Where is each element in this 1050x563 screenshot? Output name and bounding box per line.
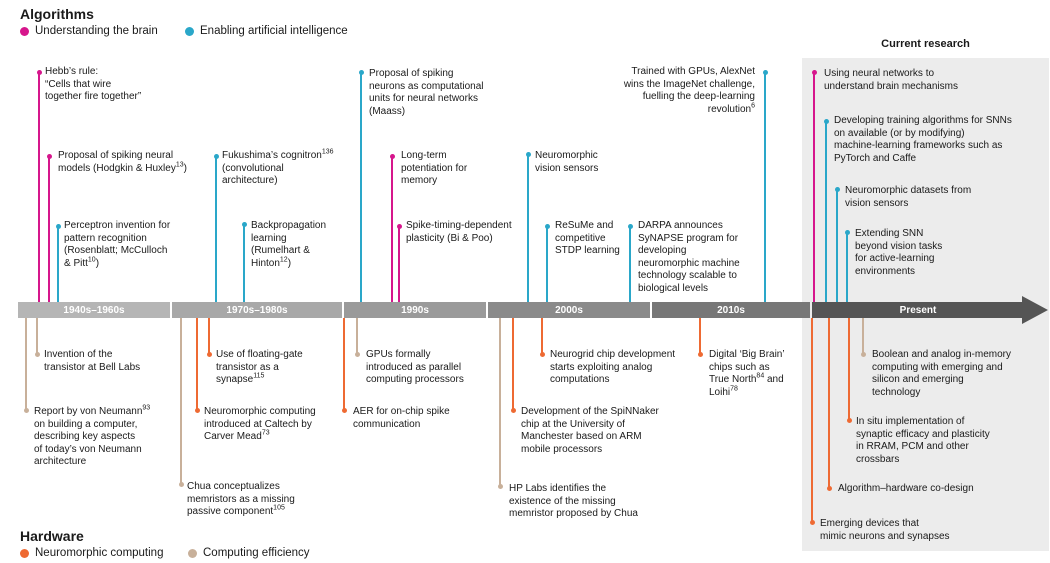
legend-enabling bbox=[185, 25, 348, 37]
emerging-stem bbox=[811, 318, 813, 524]
hebb-text: Hebb’s rule: “Cells that wire together fire together” bbox=[45, 66, 142, 102]
alexnet-stem bbox=[764, 72, 766, 302]
boolean-marker bbox=[861, 352, 866, 357]
cr-brain-stem bbox=[813, 72, 815, 302]
codesign-marker bbox=[827, 486, 832, 491]
codesign-text: Algorithm–hardware co-design bbox=[838, 483, 974, 494]
hebb-stem bbox=[38, 72, 40, 302]
transistor-text: Invention of the transistor at Bell Labs bbox=[44, 349, 141, 373]
vision-sensors-stem bbox=[527, 154, 529, 302]
transistor-marker bbox=[35, 352, 40, 357]
hodgkin-marker bbox=[47, 154, 52, 159]
hodgkin-stem bbox=[48, 156, 50, 302]
cr-datasets-stem bbox=[836, 189, 838, 302]
hplabs-stem bbox=[499, 318, 501, 486]
boolean-stem bbox=[862, 318, 864, 356]
bigbrain-marker bbox=[698, 352, 703, 357]
floating-gate-text: Use of floating-gate transistor as a synapse$^{115}$ bbox=[216, 349, 303, 385]
cr-training-text: Developing training algorithms for SNNs on available (or by modifying) machine-learning frameworks such as PyTorch and Caffe bbox=[834, 115, 1012, 164]
transistor-stem bbox=[36, 318, 38, 356]
emerging-marker bbox=[810, 520, 815, 525]
gpus-marker bbox=[355, 352, 360, 357]
era-1990s: 1990s bbox=[344, 302, 486, 318]
insitu-stem bbox=[848, 318, 850, 422]
stdp-marker bbox=[397, 224, 402, 229]
legend-understanding-label: Understanding the brain bbox=[35, 25, 158, 37]
era-1940s-1960s: 1940s–1960s bbox=[18, 302, 170, 318]
era-2010s: 2010s bbox=[652, 302, 810, 318]
emerging-text: Emerging devices that mimic neurons and synapses bbox=[820, 518, 950, 542]
spinnaker-stem bbox=[512, 318, 514, 412]
vonneumann-text: Report by von Neumann$^{93}$ on building a computer, describing key aspects of today’s von Neumann architecture bbox=[34, 404, 151, 467]
cr-brain-text: Using neural networks to understand brain mechanisms bbox=[824, 68, 958, 92]
chua-marker bbox=[179, 482, 184, 487]
chua-text: Chua conceptualizes memristors as a missing passive component$^{105}$ bbox=[187, 481, 295, 517]
fukushima-text: Fukushima’s cognitron$^{136}$ (convolutional architecture) bbox=[222, 148, 334, 186]
cr-training-stem bbox=[825, 121, 827, 302]
ltp-marker bbox=[390, 154, 395, 159]
gpus-stem bbox=[356, 318, 358, 356]
bigbrain-stem bbox=[699, 318, 701, 356]
boolean-text: Boolean and analog in-memory computing with emerging and silicon and emerging technology bbox=[872, 349, 1011, 398]
maass-marker bbox=[359, 70, 364, 75]
spinnaker-text: Development of the SpiNNaker chip at the University of Manchester based on ARM mobile processors bbox=[521, 406, 659, 455]
vonneumann-marker bbox=[24, 408, 29, 413]
resume-marker bbox=[545, 224, 550, 229]
cr-datasets-text: Neuromorphic datasets from vision sensors bbox=[845, 185, 972, 209]
alexnet-marker bbox=[763, 70, 768, 75]
floating-gate-stem bbox=[208, 318, 210, 356]
fukushima-marker bbox=[214, 154, 219, 159]
backprop-stem bbox=[243, 224, 245, 302]
perceptron-stem bbox=[57, 226, 59, 302]
resume-stem bbox=[546, 226, 548, 302]
spinnaker-marker bbox=[511, 408, 516, 413]
neurogrid-text: Neurogrid chip development starts exploiting analog computations bbox=[550, 349, 676, 385]
era-2000s: 2000s bbox=[488, 302, 650, 318]
aer-stem bbox=[343, 318, 345, 412]
legend-efficiency-label: Computing efficiency bbox=[203, 547, 310, 559]
maass-text: Proposal of spiking neurons as computational units for neural networks (Maass) bbox=[369, 68, 484, 117]
ltp-stem bbox=[391, 156, 393, 302]
fukushima-stem bbox=[215, 156, 217, 302]
cr-extending-stem bbox=[846, 232, 848, 302]
cr-brain-marker bbox=[812, 70, 817, 75]
neurogrid-marker bbox=[540, 352, 545, 357]
vision-sensors-text: Neuromorphic vision sensors bbox=[535, 150, 599, 174]
perceptron-text: Perceptron invention for pattern recognition (Rosenblatt; McCulloch & Pitt$^{10}$) bbox=[64, 220, 171, 269]
chua-stem bbox=[180, 318, 182, 486]
hplabs-marker bbox=[498, 484, 503, 489]
neurogrid-stem bbox=[541, 318, 543, 356]
gpus-text: GPUs formally introduced as parallel computing processors bbox=[366, 349, 464, 385]
backprop-marker bbox=[242, 222, 247, 227]
era-1970s-1980s: 1970s–1980s bbox=[172, 302, 342, 318]
caltech-text: Neuromorphic computing introduced at Caltech by Carver Mead$^{73}$ bbox=[204, 406, 316, 442]
cr-extending-text: Extending SNN beyond vision tasks for active-learning environments bbox=[855, 228, 943, 277]
legend-efficiency bbox=[188, 547, 310, 559]
vision-sensors-marker bbox=[526, 152, 531, 157]
algorithms-title: Algorithms bbox=[20, 6, 94, 22]
legend-neuromorphic bbox=[20, 547, 163, 559]
current-research-title: Current research bbox=[881, 38, 970, 50]
codesign-stem bbox=[828, 318, 830, 490]
floating-gate-marker bbox=[207, 352, 212, 357]
orange-dot-icon bbox=[20, 549, 29, 558]
bigbrain-text: Digital ‘Big Brain’ chips such as True North$^{84}$ and Loihi$^{78}$ bbox=[709, 349, 785, 398]
darpa-stem bbox=[629, 226, 631, 302]
tan-dot-icon bbox=[188, 549, 197, 558]
maass-stem bbox=[360, 72, 362, 302]
era-present: Present bbox=[812, 302, 1024, 318]
darpa-text: DARPA announces SyNAPSE program for developing neuromorphic machine technology scalable to biological levels bbox=[638, 220, 740, 294]
hodgkin-text: Proposal of spiking neural models (Hodgkin & Huxley$^{13}$) bbox=[58, 150, 187, 174]
insitu-marker bbox=[847, 418, 852, 423]
cr-training-marker bbox=[824, 119, 829, 124]
caltech-stem bbox=[196, 318, 198, 412]
caltech-marker bbox=[195, 408, 200, 413]
legend-neuromorphic-label: Neuromorphic computing bbox=[35, 547, 164, 559]
legend-understanding bbox=[20, 25, 158, 37]
cr-extending-marker bbox=[845, 230, 850, 235]
resume-text: ReSuMe and competitive STDP learning bbox=[555, 220, 620, 256]
ltp-text: Long-term potentiation for memory bbox=[401, 150, 468, 186]
pink-dot-icon bbox=[20, 27, 29, 36]
legend-enabling-label: Enabling artificial intelligence bbox=[200, 25, 348, 37]
alexnet-text: Trained with GPUs, AlexNet wins the ImageNet challenge, fuelling the deep-learning revolution$^6$ bbox=[623, 66, 755, 115]
timeline-arrow-icon bbox=[1018, 296, 1048, 324]
backprop-text: Backpropagation learning (Rumelhart & Hinton$^{12}$) bbox=[251, 220, 327, 269]
cr-datasets-marker bbox=[835, 187, 840, 192]
hplabs-text: HP Labs identifies the existence of the missing memristor proposed by Chua bbox=[509, 483, 638, 519]
perceptron-marker bbox=[56, 224, 61, 229]
cyan-dot-icon bbox=[185, 27, 194, 36]
vonneumann-stem bbox=[25, 318, 27, 412]
aer-text: AER for on-chip spike communication bbox=[353, 406, 450, 430]
insitu-text: In situ implementation of synaptic efficacy and plasticity in RRAM, PCM and other crossbars bbox=[856, 416, 990, 465]
hebb-marker bbox=[37, 70, 42, 75]
darpa-marker bbox=[628, 224, 633, 229]
aer-marker bbox=[342, 408, 347, 413]
hardware-title: Hardware bbox=[20, 528, 84, 544]
stdp-text: Spike-timing-dependent plasticity (Bi & Poo) bbox=[406, 220, 512, 244]
stdp-stem bbox=[398, 226, 400, 302]
